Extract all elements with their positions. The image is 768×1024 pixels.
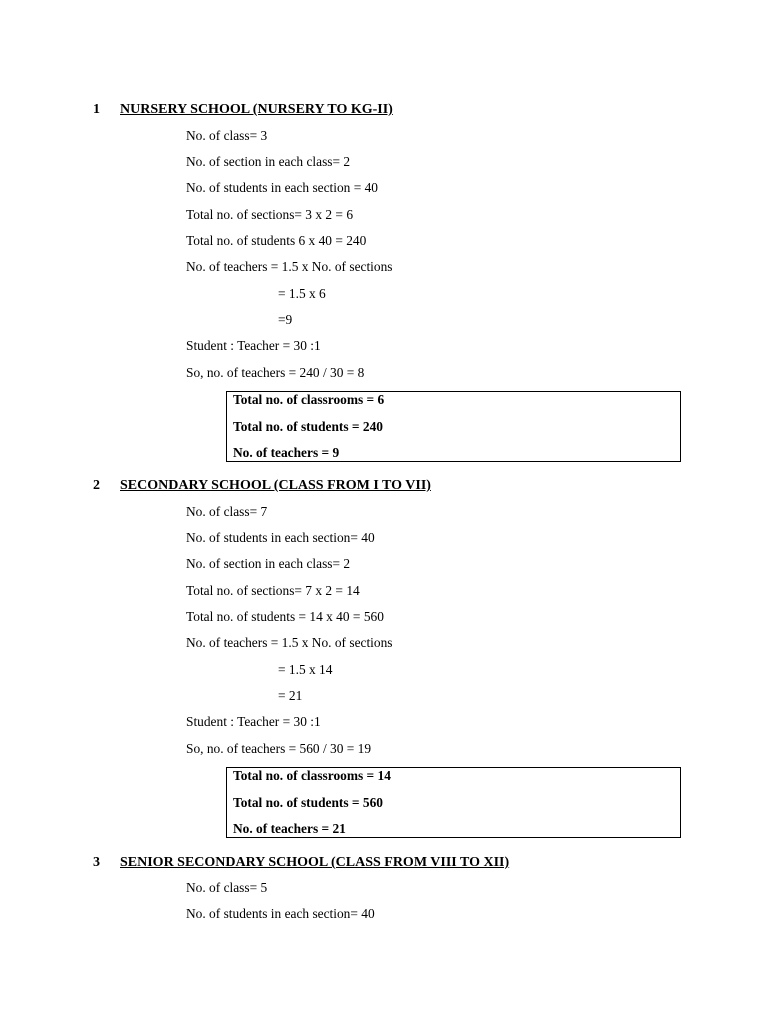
calc-line: No. of teachers = 1.5 x No. of sections	[186, 635, 393, 650]
summary-line: Total no. of students = 240	[233, 419, 383, 434]
calc-line: No. of class= 5	[186, 880, 268, 895]
calc-line: So, no. of teachers = 560 / 30 = 19	[186, 741, 372, 756]
calc-line-continued: = 1.5 x 14	[278, 662, 333, 677]
calc-line: No. of section in each class= 2	[186, 556, 351, 571]
calc-line: No. of students in each section= 40	[186, 530, 375, 545]
calc-line-continued: = 1.5 x 6	[278, 286, 326, 301]
summary-box	[226, 391, 681, 462]
calc-line: Student : Teacher = 30 :1	[186, 338, 321, 353]
calc-line: No. of section in each class= 2	[186, 154, 351, 169]
section-number: 1	[93, 102, 100, 117]
section-number: 3	[93, 855, 100, 870]
summary-line: No. of teachers = 21	[233, 821, 346, 836]
section-number: 2	[93, 478, 100, 493]
calc-line: Total no. of sections= 7 x 2 = 14	[186, 583, 360, 598]
calc-line: Total no. of students 6 x 40 = 240	[186, 233, 367, 248]
calc-line: So, no. of teachers = 240 / 30 = 8	[186, 365, 365, 380]
summary-line: Total no. of students = 560	[233, 795, 383, 810]
summary-line: Total no. of classrooms = 14	[233, 768, 391, 783]
summary-box	[226, 767, 681, 838]
calc-line: No. of students in each section= 40	[186, 906, 375, 921]
calc-line: No. of teachers = 1.5 x No. of sections	[186, 259, 393, 274]
summary-line: Total no. of classrooms = 6	[233, 392, 385, 407]
calc-line: Total no. of students = 14 x 40 = 560	[186, 609, 384, 624]
calc-line-continued: =9	[278, 312, 293, 327]
calc-line: Student : Teacher = 30 :1	[186, 714, 321, 729]
calc-line: No. of class= 3	[186, 128, 268, 143]
section-title: SECONDARY SCHOOL (CLASS FROM I TO VII)	[120, 478, 431, 493]
calc-line: No. of students in each section = 40	[186, 180, 379, 195]
calc-line-continued: = 21	[278, 688, 303, 703]
section-title: SENIOR SECONDARY SCHOOL (CLASS FROM VIII TO XII)	[120, 855, 510, 870]
calc-line: Total no. of sections= 3 x 2 = 6	[186, 207, 354, 222]
section-title: NURSERY SCHOOL (NURSERY TO KG-II)	[120, 102, 393, 117]
summary-line: No. of teachers = 9	[233, 445, 340, 460]
calc-line: No. of class= 7	[186, 504, 268, 519]
